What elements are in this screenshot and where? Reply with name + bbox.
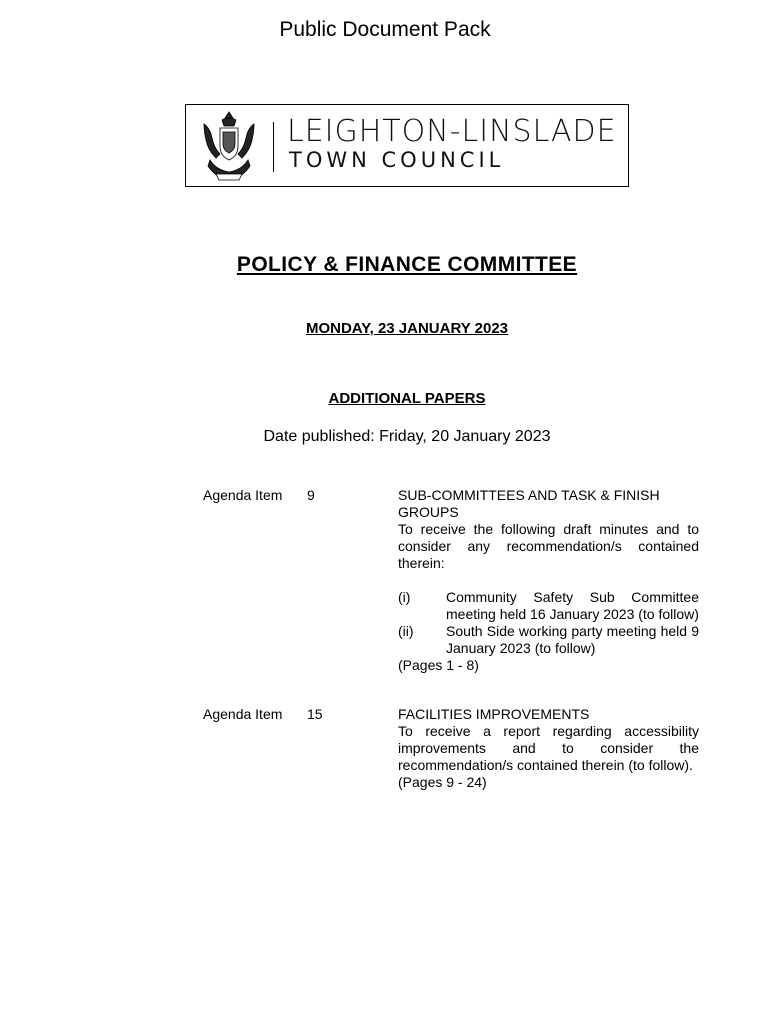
logo-divider bbox=[273, 122, 274, 172]
agenda-sub-items bbox=[398, 589, 699, 657]
agenda-item-label: Agenda Item bbox=[203, 487, 283, 503]
agenda-sub-item bbox=[398, 623, 699, 657]
agenda-item-description: To receive the following draft minutes and to consider any recommendation/s contained therein: bbox=[398, 521, 699, 571]
agenda-item-pages: (Pages 1 - 8) bbox=[398, 657, 479, 673]
sub-item-marker: (i) bbox=[398, 589, 411, 605]
agenda-item-heading: FACILITIES IMPROVEMENTS bbox=[398, 706, 590, 722]
agenda-item-label: Agenda Item bbox=[203, 706, 283, 722]
agenda-item-number: 15 bbox=[307, 706, 323, 722]
document-pack-header: Public Document Pack bbox=[279, 18, 491, 41]
agenda-item-pages: (Pages 9 - 24) bbox=[398, 774, 487, 790]
coat-of-arms-icon bbox=[200, 110, 258, 184]
sub-item-text: Community Safety Sub Committee meeting held 16 January 2023 (to follow) bbox=[446, 589, 699, 622]
meeting-date: MONDAY, 23 JANUARY 2023 bbox=[305, 320, 509, 337]
agenda-item-body bbox=[398, 706, 699, 791]
sub-item-text: South Side working party meeting held 9 January 2023 (to follow) bbox=[446, 623, 699, 656]
published-date: Date published: Friday, 20 January 2023 bbox=[263, 428, 551, 445]
agenda-sub-item bbox=[398, 589, 699, 623]
council-subtitle: TOWN COUNCIL bbox=[289, 148, 505, 172]
council-name: LEIGHTON-LINSLADE bbox=[287, 114, 617, 149]
agenda-item-body bbox=[398, 487, 699, 674]
agenda-item-number: 9 bbox=[307, 487, 315, 503]
sub-item-marker: (ii) bbox=[398, 623, 414, 639]
section-title: ADDITIONAL PAPERS bbox=[328, 390, 486, 407]
agenda-item-description: To receive a report regarding accessibility improvements and to consider the recommendation/s contained therein (to follow). bbox=[398, 723, 699, 773]
committee-title: POLICY & FINANCE COMMITTEE bbox=[236, 253, 578, 276]
agenda-item-heading: SUB-COMMITTEES AND TASK & FINISH GROUPS bbox=[398, 487, 660, 520]
